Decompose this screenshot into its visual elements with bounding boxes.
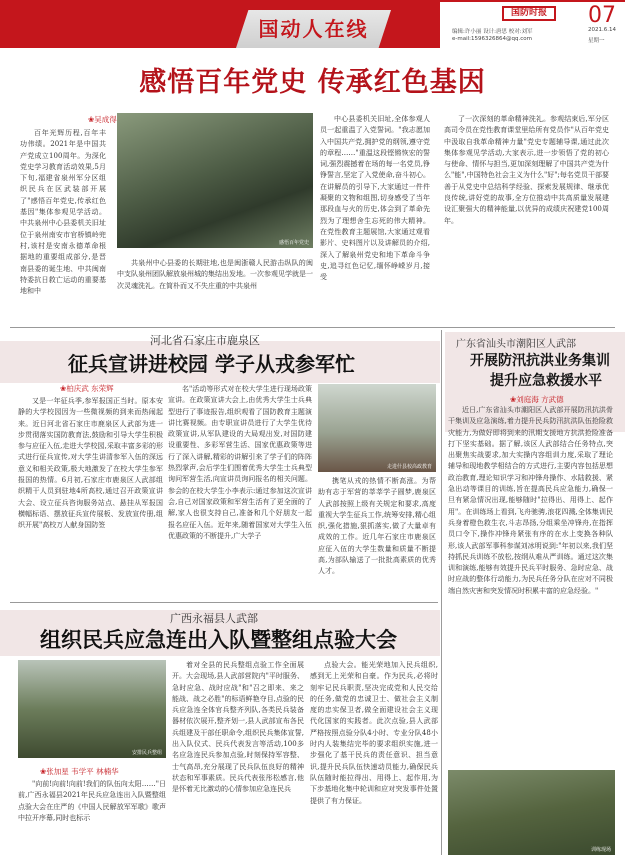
divider-vertical bbox=[441, 330, 442, 855]
article4-photo-caption: 安排民兵整组 bbox=[131, 750, 162, 756]
article1-photo bbox=[117, 113, 313, 248]
article1-photo-caption: 感悟百年党史 bbox=[278, 240, 309, 246]
article4-col3: 点验大会。能光荣地加入民兵组织,感到无上光荣和自豪。作为民兵,必将时刻牢记民兵职责,坚决完成党和人民交给的任务,做党的忠诚卫士、做社会主义制度的忠实保卫者,做全面建设社会主义现代化国家的实践者。此次点验,县人武部严格按照点验分队4小时、专业分队48小时内人装集结完毕的要求组织实施,进一步强化了基干民兵的责任意识、担当意识,提升民兵队伍快速动员能力,确保民兵队伍随时能拉得出、用得上、起作用,为下步基地化集中轮训和应对突发事件处置提供了有力保证。 bbox=[310, 661, 438, 805]
article1-col2: 共泉州中心县委的长期驻地,也是闽浙赣人民游击纵队的闽中支队泉州团队解放泉州城的集结出发地。一次参观见学就是一次灵魂洗礼。在简朴而又不失庄重的中共泉州 bbox=[117, 259, 313, 290]
article2-col3: 携笔从戎的热情不断高涨。为帮助有志于军营的莘莘学子圆梦,鹿泉区人武部按照上级有关规定和要求,高度重视大学生征兵工作,统筹安排,精心组织,强化措施,狠抓落实,做了大量卓有成效的工作。近几年石家庄市鹿泉区应征入伍的大学生数量和质量不断提高,为部队输送了一批批高素质的优秀人才。 bbox=[318, 477, 436, 576]
section-title: 国动人在线 bbox=[258, 17, 369, 41]
contact-email: e-mail:1596326864@qq.com bbox=[452, 36, 532, 42]
article3-headline-line2: 提升应急救援水平 bbox=[490, 373, 602, 389]
article2-byline: ❀ 柏庆武 东荣辉 bbox=[60, 383, 114, 394]
divider-horizontal bbox=[10, 327, 615, 328]
article4-region: 广西永福县人武部 bbox=[170, 612, 258, 625]
article1-col1: 百年光辉历程,百年丰功伟绩。2021年是中国共产党成立100周年。为深化党史学习教育活动效果,5月下旬,福建省泉州军分区组织民兵在区武装部开展了"感悟百年党史,传承红色基因"集体参观见学活动。中共泉州中心县委机关旧址位于泉州南安市官桥镇岭兜村,该村是安南永德革命根据地的重要组成部分,是晋南县委的诞生地、中共闽南特委抗日救亡运动的重要基地和中 bbox=[20, 129, 106, 296]
article2-region: 河北省石家庄市鹿泉区 bbox=[150, 334, 260, 347]
article2-col1: 又是一年征兵季,参军报国正当时。原本安静的大学校园因为一些微视频的到来而热闹起来。近日河北省石家庄市鹿泉区人武部为进一步贯彻落实国防教育法,鼓励和引导大学生积极参与应征入伍,走进大学校园,采取丰富多彩的形式进行征兵宣传,对大学生讲清参军入伍的深远意义和相关政策,极大地激发了在校大学生参军报国的热情。6月初,石家庄市鹿泉区人武部组织精干人员到驻地4所高校,通过召开政策宣讲大会、设立征兵咨询服务站点、悬挂从军报国横幅标语、摆放征兵宣传展板、发放宣传册,组织开展"高校万人献身国防签 bbox=[18, 397, 163, 530]
issue-weekday: 星期一 bbox=[588, 38, 605, 44]
article4-headline: 组织民兵应急连出入队暨整组点验大会 bbox=[40, 628, 397, 652]
article4-col1: "向前!向前!向前!我们的队伍向太阳……"日前,广西永福县2021年民兵应急连出入队暨整组点验大会在庄严的《中国人民解放军军歌》歌声中拉开序幕,同时也标示 bbox=[18, 780, 166, 822]
article4-col2: 着对全县的民兵整组点验工作全面展开。大会现场,县人武部营院内"平时服务、急时应急、战时应战"和"召之即来、来之能战、战之必胜"的标语鲜艳夺目,点验的民兵应急连全体官兵整齐列队,各类民兵装备器材依次展开,整齐划一,县人武部宣布各民兵组建及干部任职命令,组织民兵集体宣誓,出入队仪式、民兵代表发言等活动,100多名应急连民兵参加点验,时刻保持军容整、士气高昂,充分展现了民兵队伍良好的精神状态和军事素质。民兵代表张彤松感言,他是怀着无比激动的心情参加应急连民兵 bbox=[172, 661, 304, 794]
editors-credit: 编辑:许小丽 设计:唐思 校对:刘军 bbox=[452, 29, 533, 35]
article1-col4: 了一次深刻的革命精神洗礼。参观结束后,军分区高司令员在党性教育课堂里给所有党员作"从百年党史中汲取自我革命精神力量"党史专题辅导课,通过此次集体参观见学活动,大家表示,进一步领悟了党的初心与使命、情怀与担当,更加深刻理解了中国共产党为什么"能",中国特色社会主义为什么"好";每名党员干部要善于从党史中总结科学经验、探索发展规律、继承优良传统,讲好党的故事,全方位推动中共高质量发展建设汇聚强大的精神能量,以优异的成绩庆祝建党100周年。 bbox=[444, 115, 609, 225]
page-number: 07 bbox=[588, 3, 616, 28]
article3-headline-line1: 开展防汛抗洪业务集训 bbox=[470, 353, 610, 369]
article3-region: 广东省汕头市潮阳区人武部 bbox=[456, 339, 576, 350]
issue-date: 2021.6.14 bbox=[588, 27, 616, 33]
newspaper-logo: 国防时报 bbox=[502, 6, 556, 21]
article3-photo-caption: 训练现场 bbox=[590, 847, 611, 853]
article2-col2: 名"活动等形式对在校大学生进行现场政策宣讲。在政策宣讲大会上,由优秀大学生士兵典型进行了事迹报告,组织观看了国防教育主题演讲比赛视频。由专职宣讲员进行了大学生优待政策宣讲,从军队建设的大局观出发,对国防建设重要性、多彩军营生活、国家优惠政策等进行了深入讲解,精彩的讲解引来了学子们的阵阵热烈掌声,会后学生们围着优秀大学生士兵典型询问军营生活,向宣讲员询问报名的相关问题。参会的在校大学生小李表示:通过参加这次宣讲会,自己对国家政策和军营生活有了更全面的了解,家人也很支持自己,准备和几个好朋友一起报名应征入伍。近年来,随着国家对大学生入伍优惠政策的不断提升,广大学子 bbox=[168, 385, 312, 540]
article1-byline: ❀ 吴成得 bbox=[88, 114, 117, 125]
article3-byline: ❀ 刘庭海 方武德 bbox=[510, 394, 564, 405]
article3-photo bbox=[448, 770, 615, 855]
article1-headline: 感悟百年党史 传承红色基因 bbox=[139, 67, 486, 98]
article2-headline: 征兵宣讲进校园 学子从戎参军忙 bbox=[68, 352, 355, 376]
article1-col3: 中心县委机关旧址,全体参观人员一起重温了入党誓词。"我志愿加入中国共产党,拥护党的纲领,遵守党的章程……"重温这段铿锵恢宏的誓词,强烈震撼着在场的每一名党员,铮铮誓言,坚定了入党使命,奋斗初心。在讲解员的引导下,大家通过一件件凝聚的文物和组图,切身感受了当年那段血与火的历史,体会到了革命先烈为了理想舍生忘死的伟大精神。在党性教育主题展馆,大家通过观看影片、史料图片以及讲解员的介绍,深入了解泉州党史和地下革命斗争史,追寻红色记忆,缅怀峥嵘岁月,接受 bbox=[320, 115, 430, 282]
article4-byline: ❀ 张加星 韦学平 林楠华 bbox=[40, 766, 119, 777]
article2-photo bbox=[318, 384, 436, 472]
article4-photo bbox=[18, 660, 166, 758]
article2-photo-caption: 走进什县校高政教育 bbox=[386, 464, 432, 470]
article3-col: 近日,广东省汕头市潮阳区人武部开展防汛抗洪骨干集训及应急演练,着力提升民兵防汛抗洪队伍抢险救灾能力,为做好即将到来的汛期支援地方抗洪抢险准备打下坚实基础。据了解,该区人武部结合任务特点,突出聚焦实战要求,加大实操内容组训力度,采取了理论辅导和现地教学相结合的方式进行,主要内容包括思想政治教育,理论知识学习和冲锋舟操作、水陆救援、紧急出动等课目的训练,旨在提高民兵应急能力,确保一旦有紧急情况出现,能够随时"拉得出、用得上、起作用"。在训练场上看到,飞舟驰骋,浪花四溅,全体集训民兵身着橙色救生衣,斗志昂扬,分组乘坐冲锋舟,在指挥员口令下,操作冲锋舟紧张有序的在水上变换各种队形,该人武部军事科参谋刘冰明说到:"年初以来,我们坚持抓民兵训练不放松,按纲从难从严训练。通过这次集训和演练,能够有效提升民兵平时服务、急时应急、战时应战的整体行动能力,为民兵任务分队在应对不同极端自然灾害和突发情况时积累丰富的应急经验。" bbox=[448, 406, 613, 595]
divider-horizontal-2 bbox=[10, 602, 438, 603]
